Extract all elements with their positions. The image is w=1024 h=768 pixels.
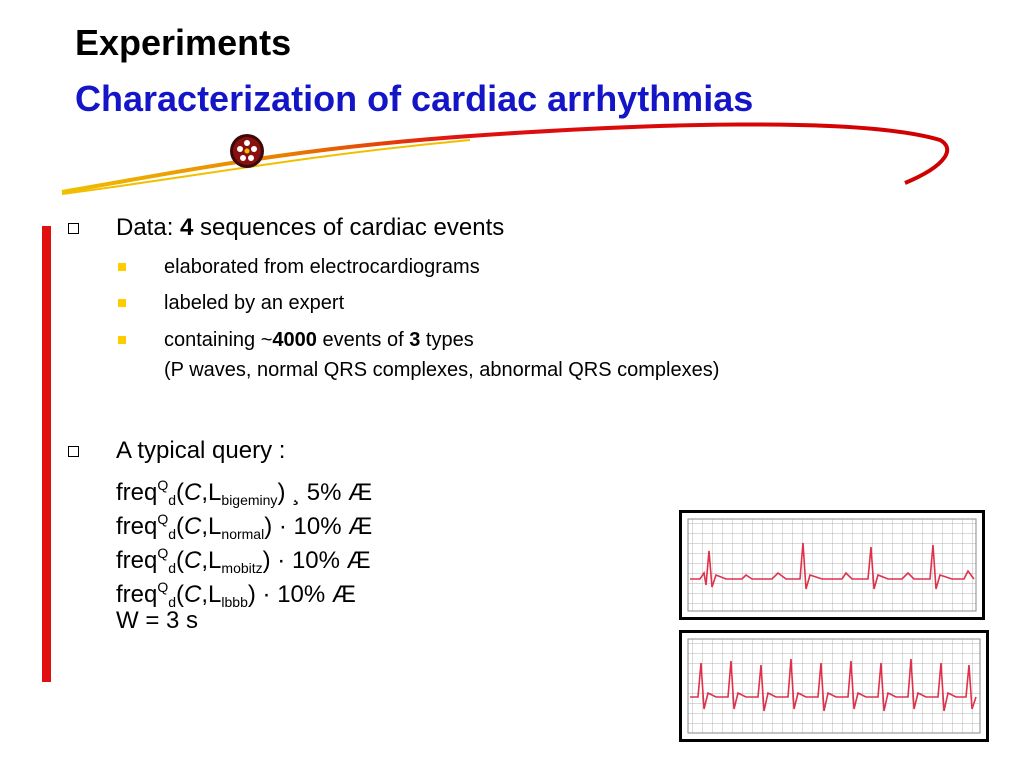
c-var: C	[184, 581, 202, 608]
window-size: W = 3 s	[116, 607, 199, 634]
ecg-strip-2	[679, 630, 989, 742]
freq-sup: Q	[157, 511, 169, 527]
ecg-trace-2	[682, 633, 986, 739]
freq-text: freq	[116, 581, 158, 608]
bullet-yellow-icon	[118, 299, 126, 307]
ecg-strip-1	[679, 510, 985, 620]
freq-sub: d	[168, 492, 177, 508]
events-count: 4000	[272, 329, 317, 351]
query-rest: ) · 10% Æ	[262, 547, 371, 574]
freq-sup: Q	[157, 477, 169, 493]
paren: (	[176, 581, 185, 608]
freq-sub: d	[168, 594, 177, 610]
sub-bullet-electrocardiograms: elaborated from electrocardiograms	[164, 256, 480, 278]
containing-suffix: types	[420, 329, 474, 351]
label-sub: lbbb	[221, 594, 248, 610]
query-rest: ) ¸ 5% Æ	[277, 479, 373, 506]
label-sub: normal	[221, 526, 265, 542]
data-suffix: sequences of cardiac events	[193, 214, 505, 241]
query-intro: A typical query :	[116, 437, 286, 464]
l-var: ,L	[201, 513, 222, 540]
data-count: 4	[180, 214, 194, 241]
data-bullet	[116, 213, 504, 243]
paren: (	[176, 547, 185, 574]
containing-mid: events of	[316, 329, 410, 351]
c-var: C	[184, 547, 202, 574]
sub-bullet-types-list: (P waves, normal QRS complexes, abnormal QRS complexes)	[164, 359, 720, 381]
containing-prefix: containing ~	[164, 329, 273, 351]
freq-text: freq	[116, 513, 158, 540]
types-count: 3	[409, 329, 421, 351]
query-rest: ) · 10% Æ	[247, 581, 356, 608]
sub-bullet-containing	[164, 326, 474, 354]
l-var: ,L	[201, 479, 222, 506]
slide-subtitle: Characterization of cardiac arrhythmias	[75, 78, 754, 119]
freq-sup: Q	[157, 579, 169, 595]
freq-text: freq	[116, 479, 158, 506]
freq-text: freq	[116, 547, 158, 574]
slide-title: Experiments	[75, 22, 292, 63]
bullet-yellow-icon	[118, 263, 126, 271]
l-var: ,L	[201, 581, 222, 608]
freq-sup: Q	[157, 545, 169, 561]
bullet-square-icon	[68, 223, 79, 234]
sub-bullet-labeled: labeled by an expert	[164, 292, 345, 314]
paren: (	[176, 513, 185, 540]
query-rest: ) · 10% Æ	[264, 513, 373, 540]
ecg-trace-1	[682, 513, 982, 617]
freq-sub: d	[168, 560, 177, 576]
paren: (	[176, 479, 185, 506]
c-var: C	[184, 479, 202, 506]
bullet-square-icon	[68, 446, 79, 457]
label-sub: bigeminy	[221, 492, 278, 508]
bullet-yellow-icon	[118, 336, 126, 344]
l-var: ,L	[201, 547, 222, 574]
freq-sub: d	[168, 526, 177, 542]
data-prefix: Data:	[116, 214, 181, 241]
label-sub: mobitz	[221, 560, 263, 576]
c-var: C	[184, 513, 202, 540]
